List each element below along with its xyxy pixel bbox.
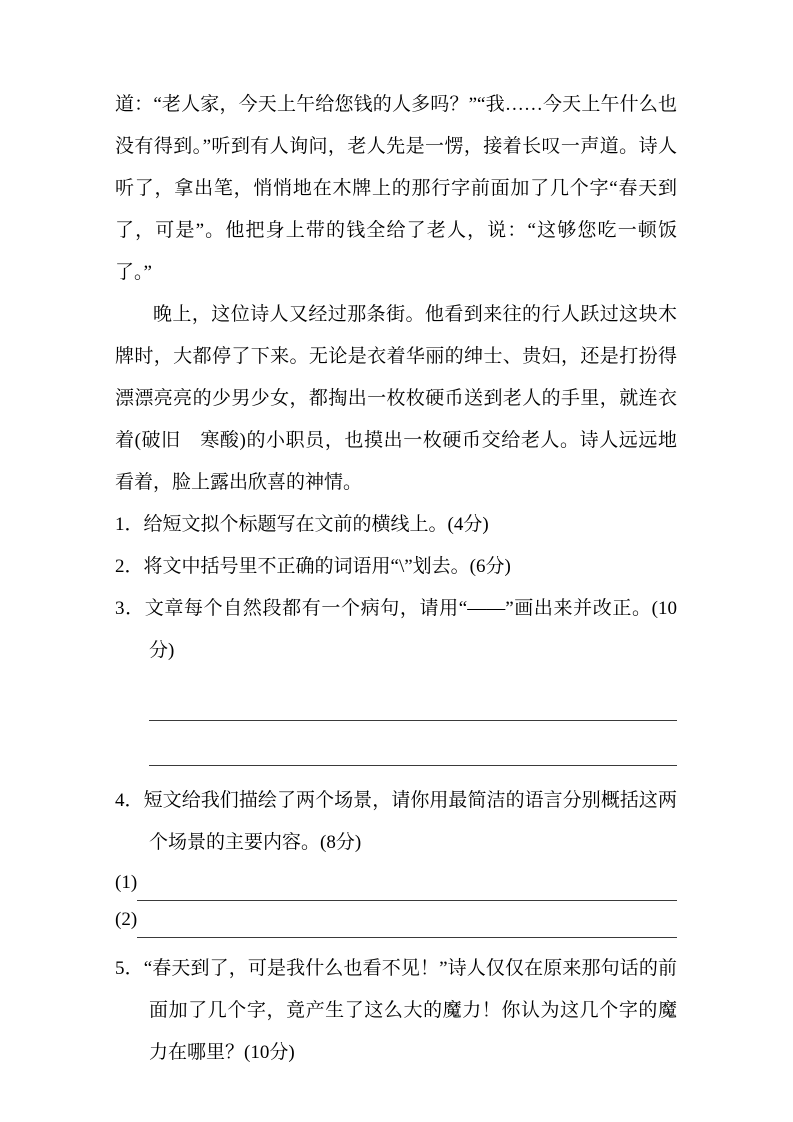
question-2-number: 2． bbox=[115, 556, 144, 577]
question-4-number: 4． bbox=[115, 790, 144, 811]
answer-blank-sub-2[interactable] bbox=[137, 909, 677, 938]
question-3 bbox=[115, 588, 677, 672]
answer-blank-line-1[interactable] bbox=[149, 676, 677, 721]
question-3-number: 3． bbox=[115, 598, 145, 619]
answer-blank-sub-1[interactable] bbox=[137, 872, 677, 901]
question-list bbox=[115, 504, 677, 1074]
question-3-text: 文章每个自然段都有一个病句，请用“——”画出来并改正。(10分) bbox=[144, 598, 677, 661]
question-3-answer-blanks bbox=[115, 676, 677, 766]
question-1-number: 1． bbox=[115, 514, 144, 535]
question-2-text: 将文中括号里不正确的词语用“\”划去。(6分) bbox=[143, 556, 511, 577]
page-content bbox=[115, 84, 677, 1074]
question-4-sub-answer-1 bbox=[115, 864, 677, 901]
answer-blank-line-2[interactable] bbox=[149, 721, 677, 766]
question-5-number: 5． bbox=[115, 958, 144, 979]
question-2 bbox=[115, 546, 677, 588]
question-5-text: “春天到了，可是我什么也看不见！”诗人仅仅在原来那句话的前面加了几个字，竟产生了这么大的魔力！你认为这几个字的魔力在哪里？(10分) bbox=[143, 958, 677, 1063]
passage-paragraph-2: 晚上，这位诗人又经过那条街。他看到来往的行人跃过这块木牌时，大都停了下来。无论是衣着华丽的绅士、贵妇，还是打扮得漂漂亮亮的少男少女，都掏出一枚枚硬币送到老人的手里，就连衣着(破旧 寒酸)的小职员，也摸出一枚硬币交给老人。诗人远远地看着，脸上露出欣喜的神情。 bbox=[115, 304, 677, 493]
question-4 bbox=[115, 780, 677, 864]
question-1 bbox=[115, 504, 677, 546]
question-1-text: 给短文拟个标题写在文前的横线上。(4分) bbox=[143, 514, 489, 535]
sub-item-1-label: (1) bbox=[115, 872, 138, 893]
sub-item-2-label: (2) bbox=[115, 909, 138, 930]
question-4-text: 短文给我们描绘了两个场景，请你用最简洁的语言分别概括这两个场景的主要内容。(8分) bbox=[143, 790, 677, 853]
question-5 bbox=[115, 948, 677, 1074]
question-4-sub-answer-2 bbox=[115, 901, 677, 938]
passage-paragraph-1: 道：“老人家，今天上午给您钱的人多吗？”“我……今天上午什么也没有得到。”听到有人询问，老人先是一愣，接着长叹一声道。诗人听了，拿出笔，悄悄地在木牌上的那行字前面加了几个字“春天到了，可是”。他把身上带的钱全给了老人，说：“这够您吃一顿饭了。” bbox=[115, 94, 677, 283]
reading-passage bbox=[115, 84, 677, 504]
